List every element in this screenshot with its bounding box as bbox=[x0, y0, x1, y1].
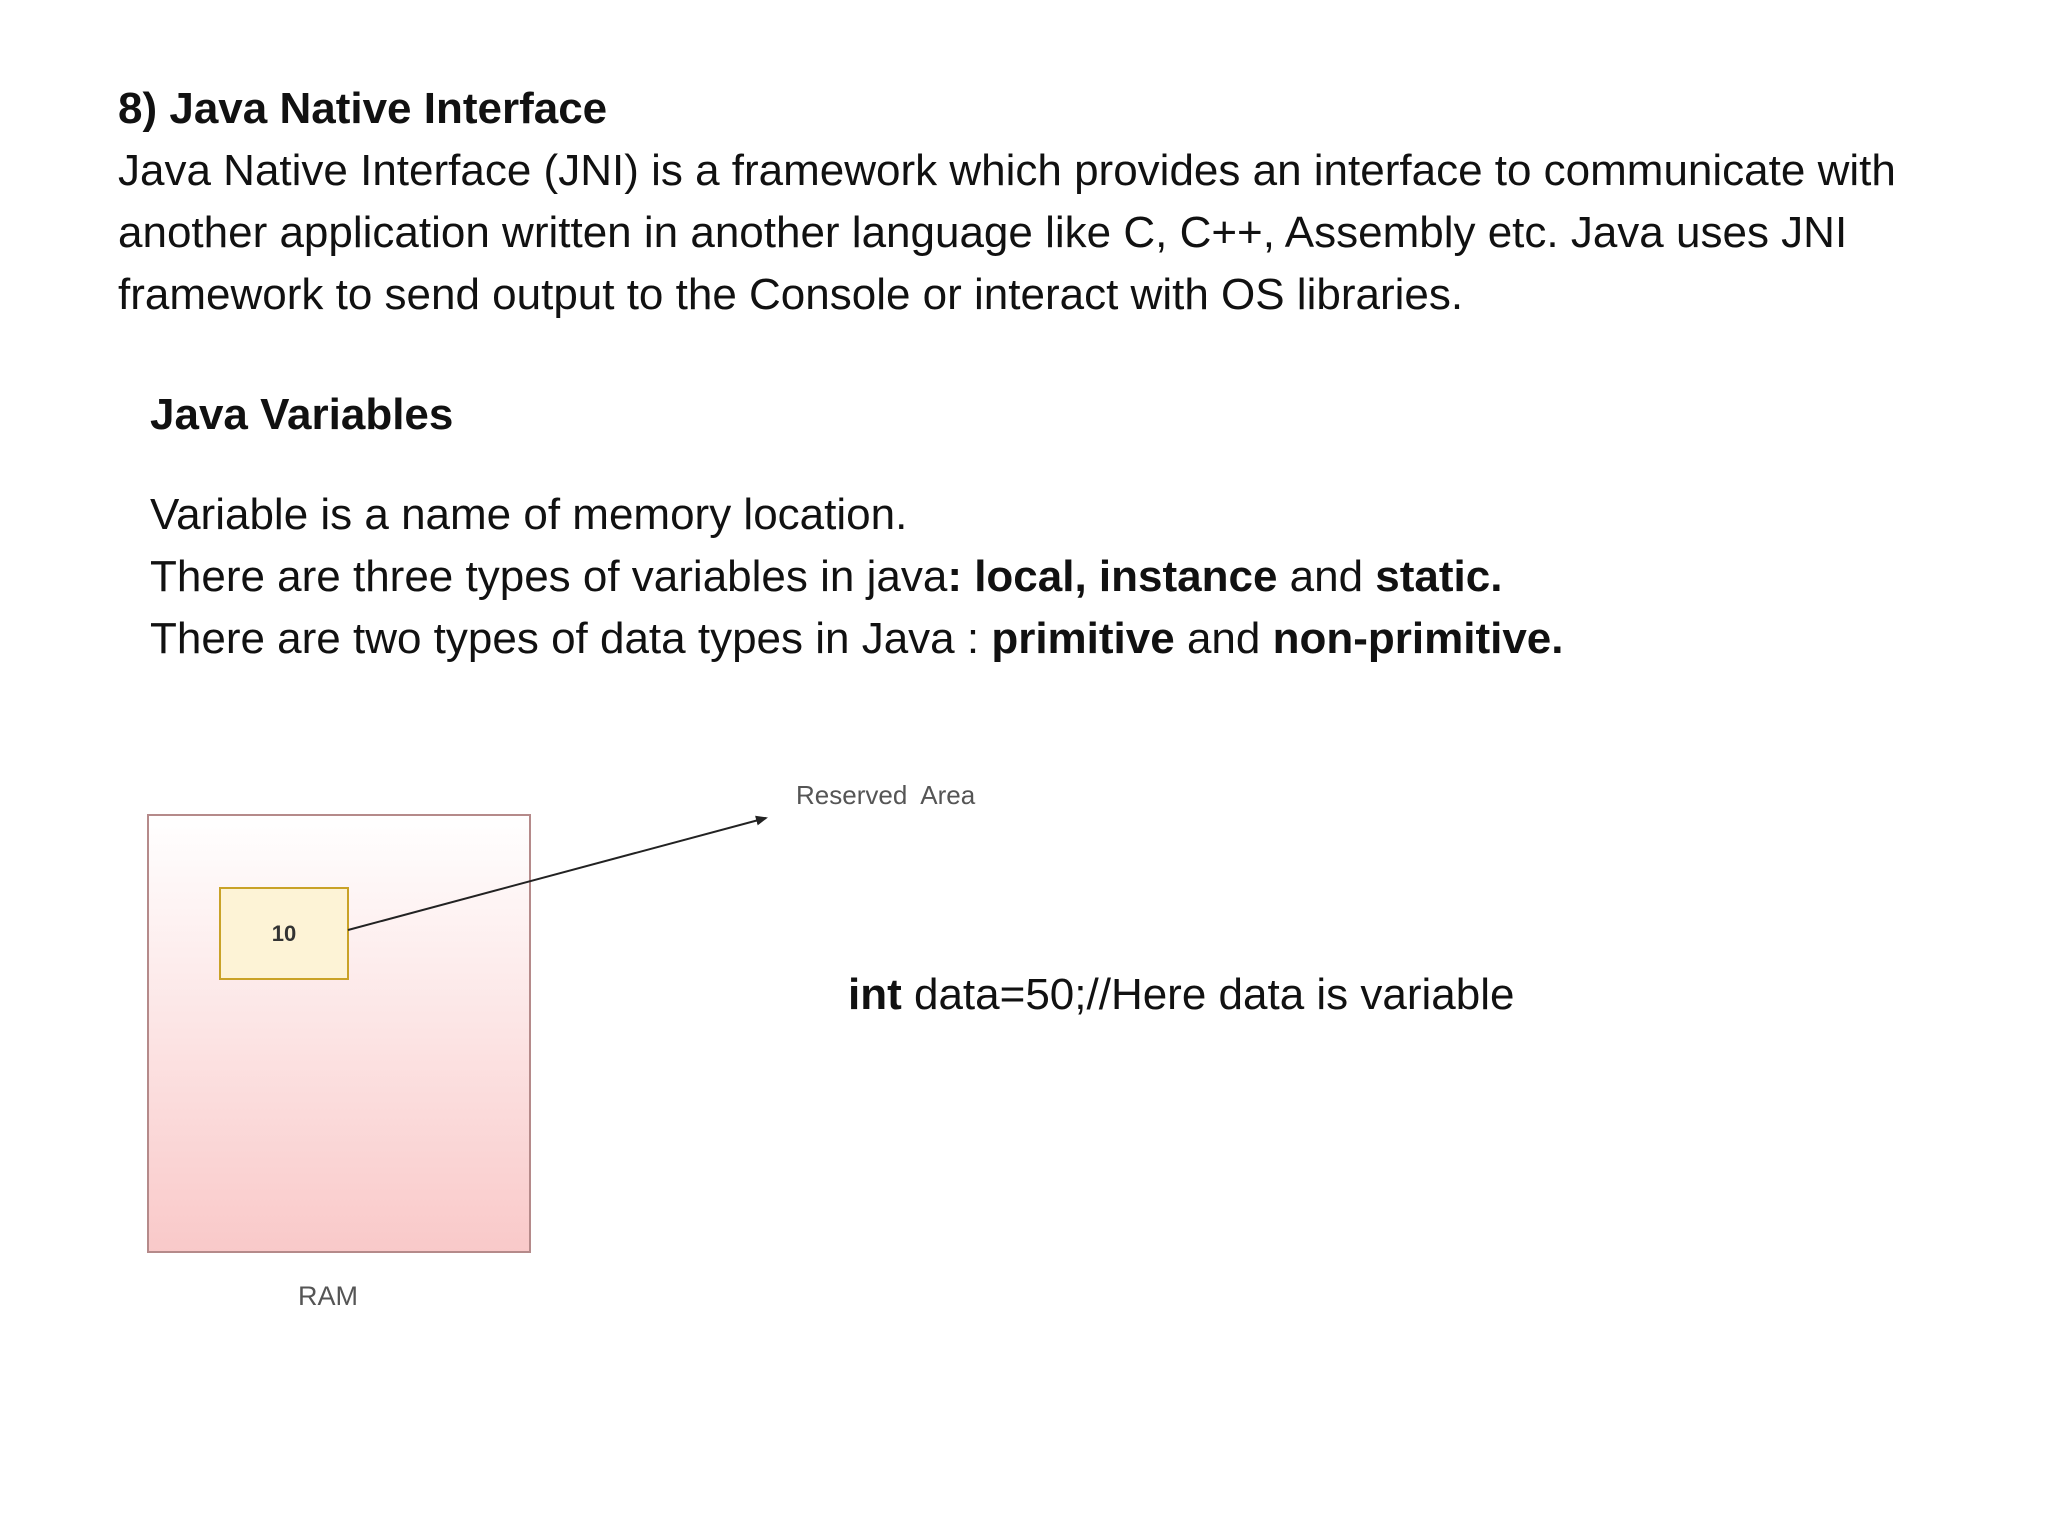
code-keyword: int bbox=[848, 970, 902, 1019]
ram-label: RAM bbox=[298, 1281, 358, 1311]
variables-section bbox=[150, 484, 1950, 670]
variable-types-line bbox=[150, 546, 1950, 608]
data-types-line bbox=[150, 608, 1950, 670]
variable-types-static: static. bbox=[1375, 552, 1503, 601]
ram-box bbox=[148, 815, 530, 1252]
variable-types-local-instance: : local, instance bbox=[947, 552, 1278, 601]
jni-title: 8) Java Native Interface bbox=[118, 84, 608, 133]
variables-definition: Variable is a name of memory location. bbox=[150, 490, 908, 539]
jni-description: Java Native Interface (JNI) is a framework which provides an interface to communicate with another application written in another language like C, C++, Assembly etc. Java uses JNI framework to send output to the Console or interact with OS libraries. bbox=[118, 146, 1896, 319]
reserved-area-label: Reserved Area bbox=[796, 780, 976, 810]
data-types-primitive: primitive bbox=[991, 614, 1175, 663]
variables-title: Java Variables bbox=[150, 390, 454, 439]
code-statement: data=50;//Here data is variable bbox=[901, 970, 1515, 1019]
code-example bbox=[848, 964, 1514, 1026]
memory-diagram bbox=[120, 760, 1060, 1340]
memory-cell-value: 10 bbox=[271, 921, 297, 946]
data-types-non-primitive: non-primitive. bbox=[1272, 614, 1564, 663]
data-types-prefix: There are two types of data types in Java : bbox=[150, 614, 992, 663]
memory-diagram-svg bbox=[120, 760, 1060, 1340]
variable-types-and: and bbox=[1277, 552, 1376, 601]
variable-types-prefix: There are three types of variables in java bbox=[150, 552, 948, 601]
jni-section bbox=[118, 78, 1998, 326]
data-types-and: and bbox=[1174, 614, 1273, 663]
